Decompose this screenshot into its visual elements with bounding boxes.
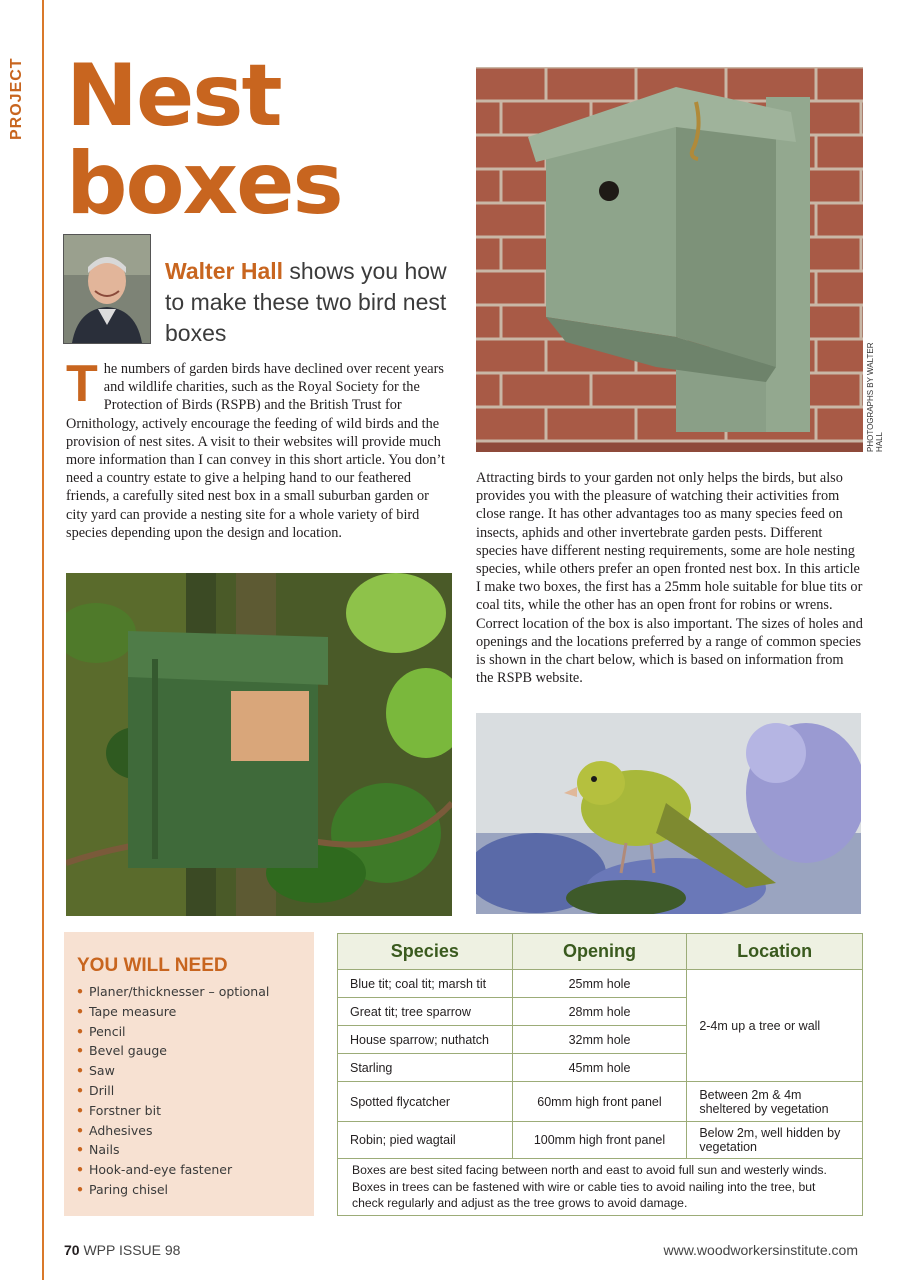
standfirst [165, 256, 455, 349]
list-item: • Pencil [76, 1022, 312, 1042]
list-item: • Forstner bit [76, 1101, 312, 1121]
list-item: • Hook-and-eye fastener [76, 1160, 312, 1180]
species-cell: Blue tit; coal tit; marsh tit [338, 970, 513, 998]
footer-website: www.woodworkersinstitute.com [663, 1242, 858, 1258]
list-item: • Adhesives [76, 1121, 312, 1141]
header-species: Species [338, 934, 513, 970]
species-cell: Robin; pied wagtail [338, 1122, 513, 1159]
title-line-1: Nest [66, 46, 281, 146]
table-header-row [338, 934, 863, 970]
list-item: • Paring chisel [76, 1180, 312, 1200]
location-cell: Between 2m & 4m sheltered by vegetation [687, 1082, 863, 1122]
header-opening: Opening [512, 934, 687, 970]
open-front-nestbox-photo [66, 573, 452, 916]
page-number: 70 [64, 1242, 80, 1258]
author-photo [63, 234, 151, 344]
opening-cell: 60mm high front panel [512, 1082, 687, 1122]
list-item: • Planer/thicknesser – optional [76, 982, 312, 1002]
section-label: PROJECT [8, 57, 25, 140]
table-row [338, 1122, 863, 1159]
table-row [338, 1082, 863, 1122]
list-item: • Saw [76, 1061, 312, 1081]
location-cell-merged: 2-4m up a tree or wall [687, 970, 863, 1082]
opening-cell: 25mm hole [512, 970, 687, 998]
location-cell: Below 2m, well hidden by vegetation [687, 1122, 863, 1159]
opening-cell: 45mm hole [512, 1054, 687, 1082]
intro-text: he numbers of garden birds have declined over recent years and wildlife charities, such as the Royal Society for the Protection of Birds (RSPB) and the British Trust for Ornithology, actively encourage the feeding of wild birds and the provision of nest sites. A visit to their websites will provide much more information than I can convey in this short article. You don’t need a country estate to give a helping hand to our feathered friends, a carefully sited nest box in a small suburban garden or city yard can provide a nesting site for a whole variety of bird species depending upon the design and location. [66, 361, 445, 541]
table-note: Boxes are best sited facing between north and east to avoid full sun and westerly winds. Boxes in trees can be fastened with wire or cable ties to avoid nailing into the tree, but check regularly and adjust as the tree grows to avoid damage. [337, 1156, 863, 1216]
list-item: • Drill [76, 1081, 312, 1101]
list-item: • Nails [76, 1140, 312, 1160]
you-will-need-title: YOU WILL NEED [77, 955, 228, 976]
intro-paragraph [66, 355, 452, 542]
greenfinch-photo [476, 713, 861, 914]
list-item: • Bevel gauge [76, 1041, 312, 1061]
nestbox-brick-wall-photo [476, 67, 863, 452]
photo-credit: PHOTOGRAPHS BY WALTER HALL [866, 342, 884, 452]
header-location: Location [687, 934, 863, 970]
drop-cap: T [66, 355, 98, 413]
species-cell: Starling [338, 1054, 513, 1082]
issue-label: WPP ISSUE 98 [83, 1242, 181, 1258]
opening-cell: 32mm hole [512, 1026, 687, 1054]
opening-cell: 100mm high front panel [512, 1122, 687, 1159]
nest-box-species-table [337, 933, 863, 1159]
table-row [338, 970, 863, 998]
article-title [66, 46, 386, 234]
list-item: • Tape measure [76, 1002, 312, 1022]
title-line-2: boxes [66, 134, 342, 234]
species-cell: House sparrow; nuthatch [338, 1026, 513, 1054]
footer-issue [64, 1242, 180, 1258]
species-cell: Spotted flycatcher [338, 1082, 513, 1122]
column-2-paragraph: Attracting birds to your garden not only helps the birds, but also provides you with the pleasure of watching their activities from close range. It has other advantages too as many species feed on insects, aphids and other invertebrate garden pests. Different species have different nesting requirements, some are hole nesting species, while others prefer an open fronted nest box. In this article I make two boxes, the first has a 25mm hole suitable for blue tits or coal tits, while the other has an open front for robins or wrens. Correct location of the box is also important. The sizes of holes and openings and the locations preferred by a range of common species is shown in the chart below, which is based on information from the RSPB website. [476, 470, 863, 687]
left-accent-rule [42, 0, 44, 1280]
species-cell: Great tit; tree sparrow [338, 998, 513, 1026]
standfirst-text: shows you how to make these two bird nest boxes [165, 258, 447, 346]
tool-list [76, 982, 312, 1200]
author-name: Walter Hall [165, 258, 284, 284]
opening-cell: 28mm hole [512, 998, 687, 1026]
